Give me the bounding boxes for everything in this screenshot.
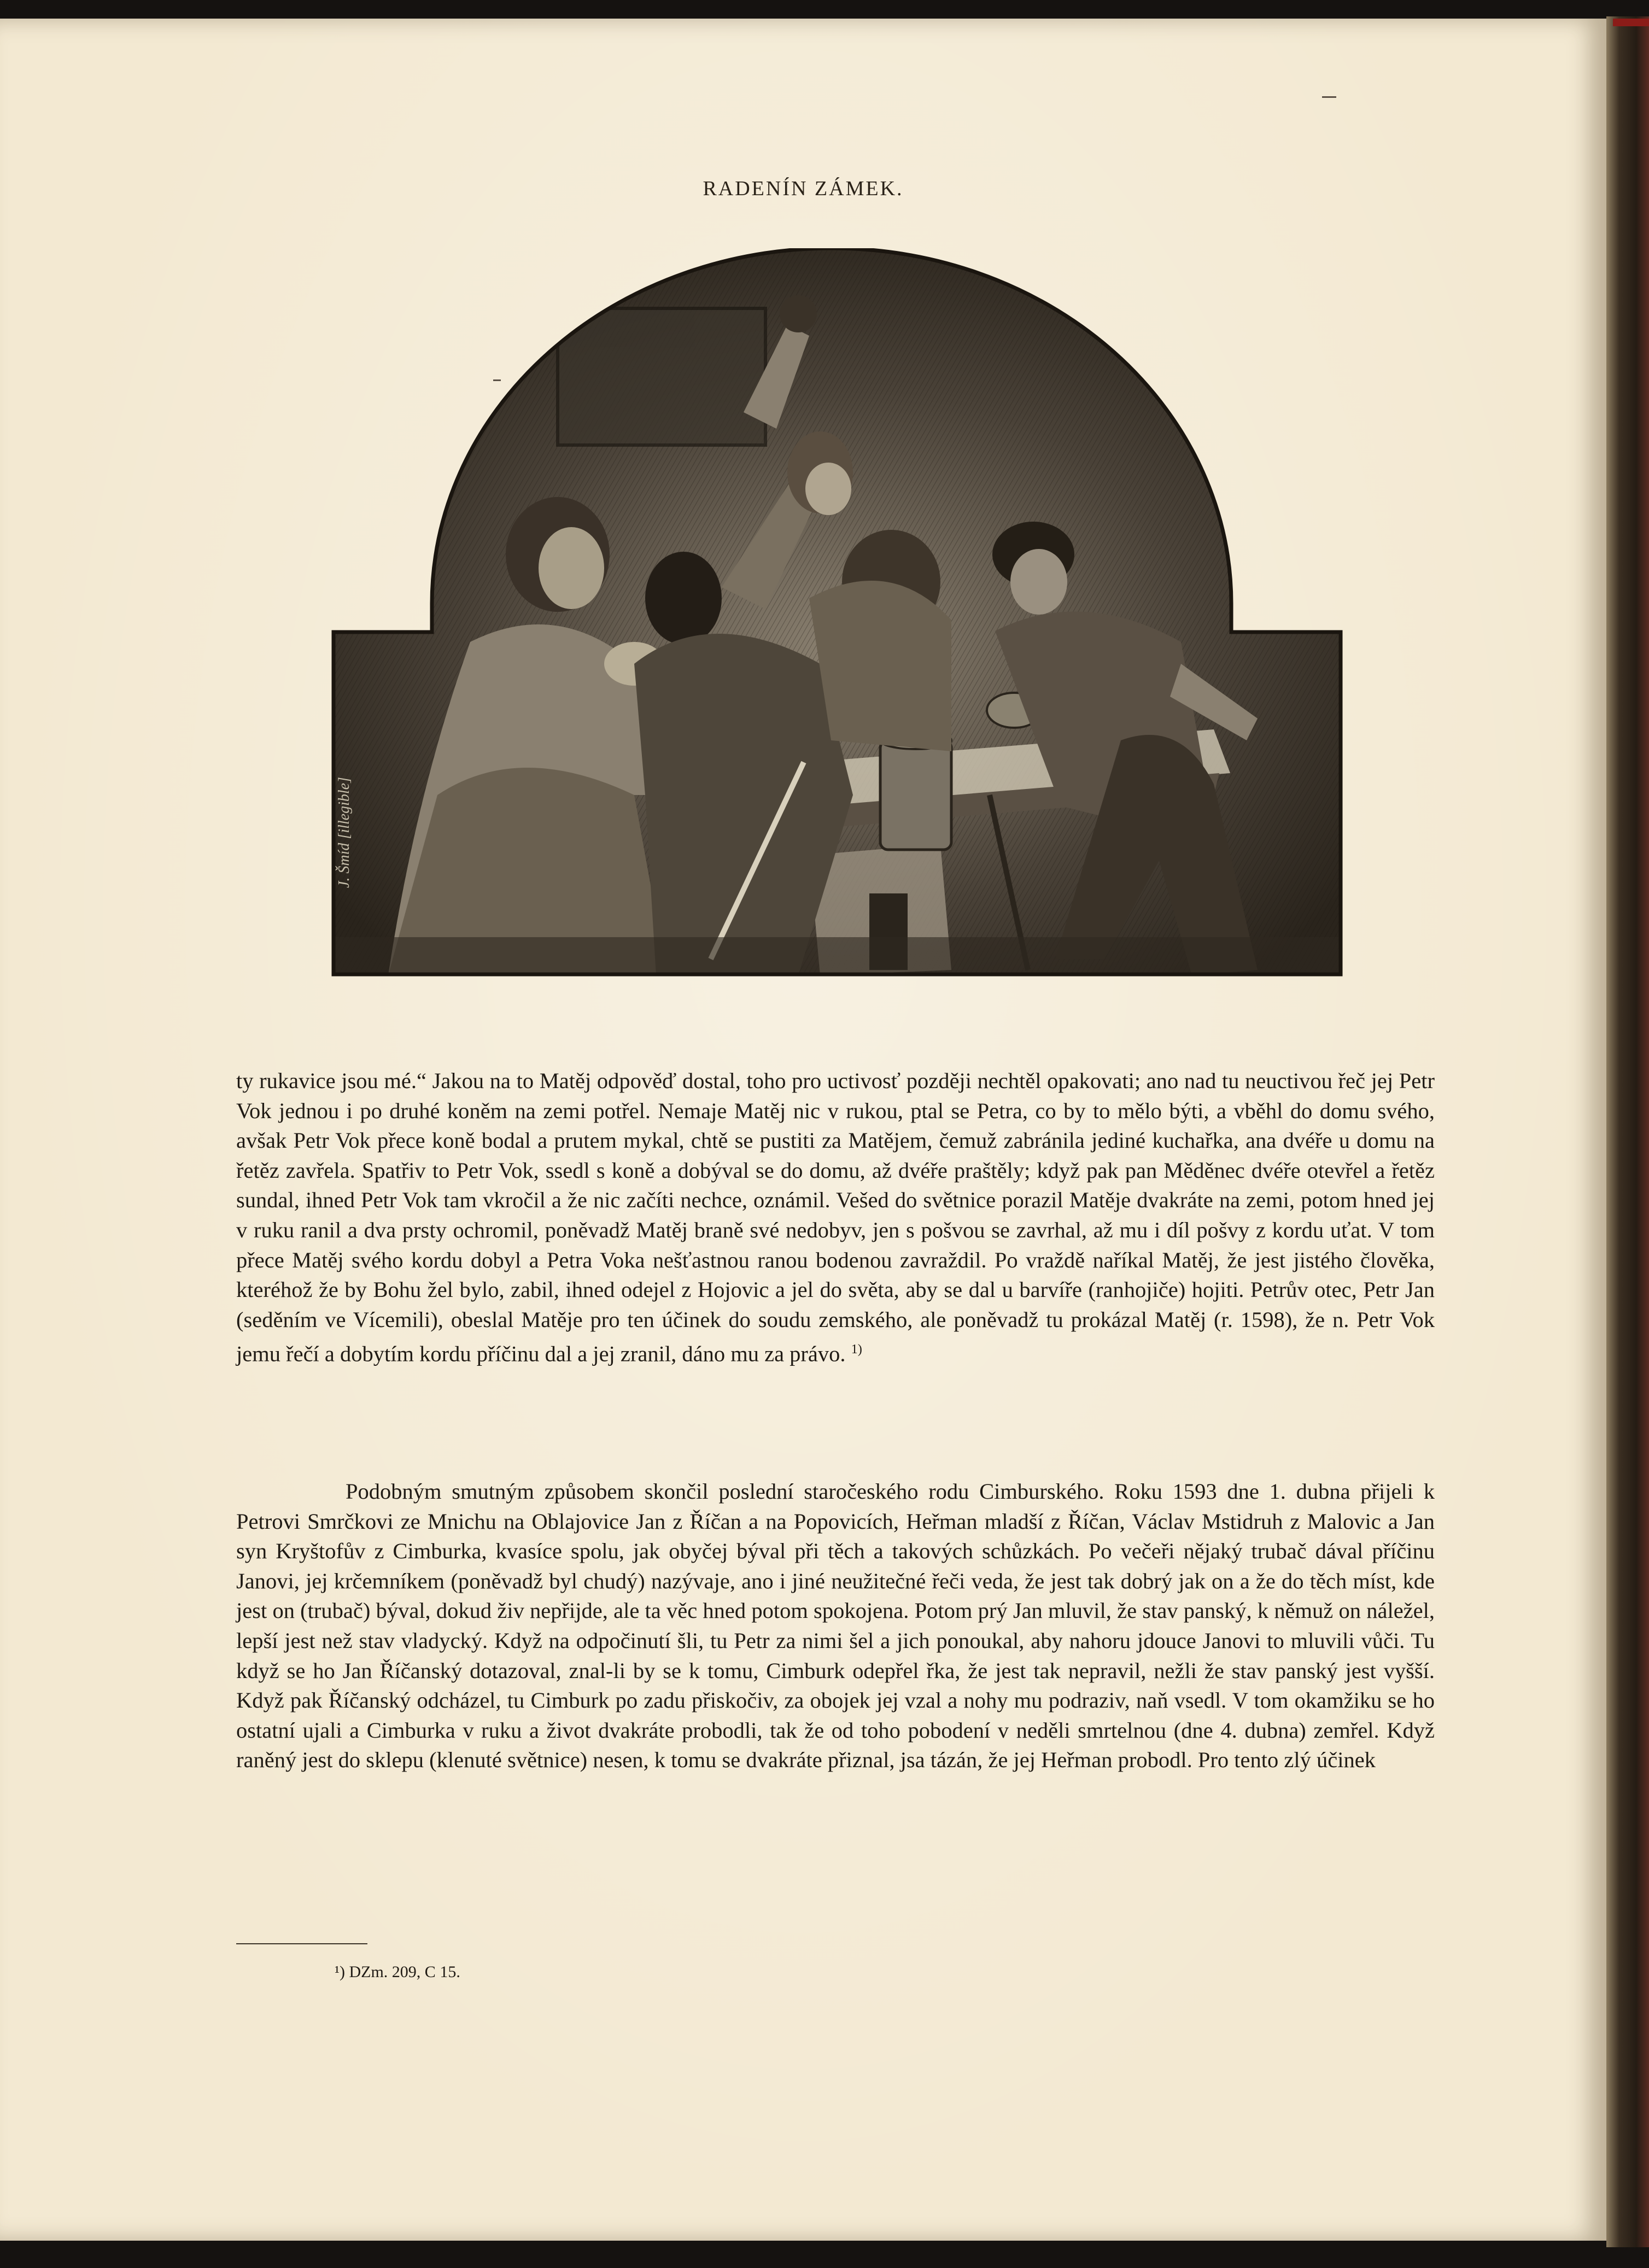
paragraph-1 — [236, 1066, 1435, 1369]
spine-red-mark — [1613, 19, 1649, 26]
lunette-illustration — [328, 248, 1346, 979]
engraving-picture — [328, 248, 1346, 979]
footnote-rule — [236, 1943, 367, 1944]
paragraph-2-text: Podobným smutným způsobem skončil poslední staročeského rodu Cimburského. Roku 1593 dne 1. dubna přijeli k Petrovi Smrčkovi ze Mnichu na Oblajovice Jan z Říčan a na Popovicích, Heřman mladší z Říčan, Václav Mstidruh z Malovic a Jan syn Kryštofův z Cimburka, kvasíce spolu, jak obyčej býval při těch a takových schůzkách. Po večeři nějaký trubač dával příčinu Janovi, jej krčemníkem (poněvadž byl chudý) nazývaje, ano i jiné neužitečné řeči veda, že jest tak dobrý jak on a že do těch míst, kde jest on (trubač) býval, dokud živ nepřijde, ale ta věc hned potom spokojena. Potom prý Jan mluvil, že stav panský, k němuž on náležel, lepší jest než stav vladycký. Když na odpočinutí šli, tu Petr za nimi šel a jich ponoukal, aby nahoru jdouce Janovi to mluvili vůči. Tu když se ho Jan Říčanský dotazoval, znal-li by se k tomu, Cimburk odepřel řka, že jest tak nepravil, nežli že stav panský jest vyšší. Když pak Říčanský odcházel, tu Cimburk po zadu přiskočiv, za obojek jej vzal a nohy mu podraziv, naň vsedl. V tom okamžiku se ho ostatní ujali a Cimburka v ruku a život dvakráte probodli, tak že od toho pobodení v neděli smrtelnou (dne 4. dubna) zemřel. Když raněný jest do sklepu (klenuté světnice) nesen, k tomu se dvakráte přiznal, jsa tázán, že jej Heřman probodl. Pro tento zlý účinek — [236, 1479, 1435, 1773]
footnote: ¹) DZm. 209, C 15. — [335, 1963, 460, 1981]
book-spine — [1606, 16, 1649, 2247]
footnote-reference: 1) — [851, 1342, 862, 1357]
paragraph-1-text: ty rukavice jsou mé.“ Jakou na to Matěj odpověď dostal, toho pro uctivosť později nechtěl opakovati; ano nad tu neuctivou řeč jej Petr Vok jednou i po druhé koněm na zemi potřel. Nemaje Matěj nic v rukou, ptal se Petra, co by to mělo býti, a vběhl do domu svého, avšak Petr Vok přece koně bodal a prutem mykal, chtě se pustiti za Matějem, čemuž zabránila jediné kuchařka, ana dvéře u domu na řetěz zavřela. Spatřiv to Petr Vok, ssedl s koně a dobýval se do domu, až dvéře praštěly; když pak pan Měděnec dvéře otevřel a řetěz sundal, ihned Petr Vok tam vkročil a že nic začíti nechce, oznámil. Vešed do světnice porazil Matěje dvakráte na zemi, potom hned jej v ruku ranil a dva prsty ochromil, poněvadž Matěj braně své nedobyv, jen s pošvou se zavrhal, až mu i díl pošvy z kordu uťat. V tom přece Matěj svého kordu dobyl a Petra Voka nešťastnou ranou bodenou zavraždil. Po vraždě naříkal Matěj, že jest jistého člověka, kteréhož že by Bohu žel bylo, zabil, ihned odejel z Hojovic a jel do světa, aby se dal u barvíře (ranhojiče) hojiti. Petrův otec, Petr Jan (seděním ve Vícemili), obeslal Matěje pro ten účinek do soudu zemského, ale poněvadž tu prokázal Matěj (r. 1598), že n. Petr Vok jemu řečí a dobytím kordu příčinu dal a jej zranil, dáno mu za právo. — [236, 1068, 1435, 1366]
artist-signature: J. Šmíd [illegible] — [336, 777, 353, 888]
running-head: RADENÍN ZÁMEK. — [703, 177, 904, 200]
paragraph-2 — [236, 1477, 1435, 1775]
print-speck — [1322, 96, 1336, 98]
